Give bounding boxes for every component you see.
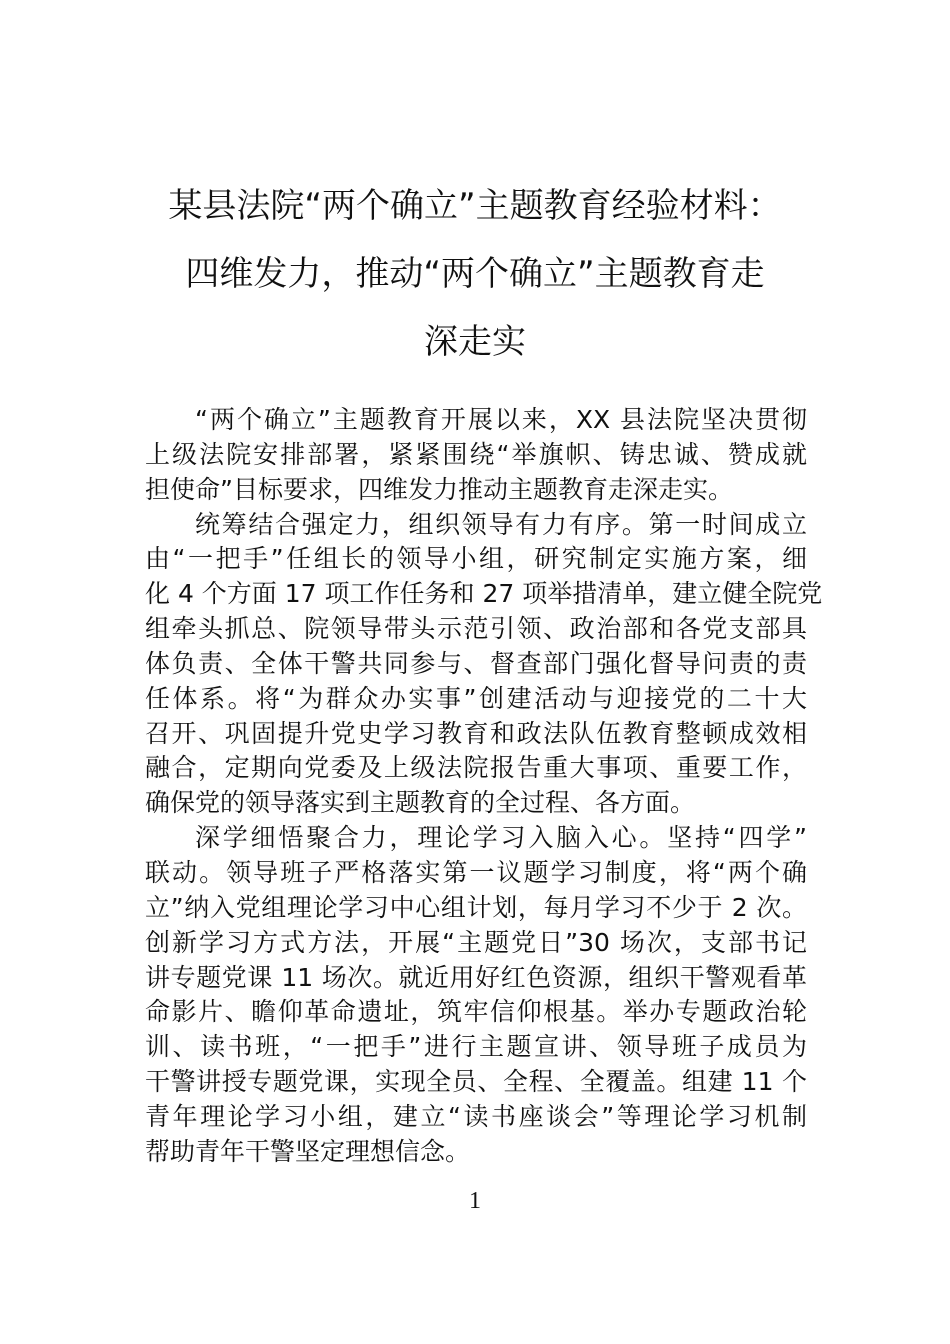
paragraph-line: 组牵头抓总、院领导带头示范引领、政治部和各党支部具 bbox=[145, 614, 807, 644]
title-line: 四维发力，推动“两个确立”主题教育走 bbox=[185, 254, 765, 294]
page-number: 1 bbox=[469, 1188, 481, 1214]
paragraph-line: 训、读书班，“一把手”进行主题宣讲、领导班子成员为 bbox=[145, 1032, 807, 1062]
paragraph-line: 确保党的领导落实到主题教育的全过程、各方面。 bbox=[145, 788, 696, 818]
title-line: 深走实 bbox=[424, 322, 526, 362]
paragraph bbox=[145, 508, 823, 822]
paragraph-line: 帮助青年干警坚定理想信念。 bbox=[145, 1136, 471, 1166]
paragraph-line: 深学细悟聚合力，理论学习入脑入心。坚持“四学” bbox=[195, 823, 807, 853]
paragraph-line: 上级法院安排部署，紧紧围绕“举旗帜、铸忠诚、赞成就 bbox=[145, 439, 807, 469]
paragraph-line: 青年理论学习小组，建立“读书座谈会”等理论学习机制 bbox=[145, 1101, 807, 1131]
paragraph bbox=[145, 821, 807, 1169]
paragraph-line: 任体系。将“为群众办实事”创建活动与迎接党的二十大 bbox=[145, 683, 807, 713]
paragraph-line: “两个确立”主题教育开展以来，XX 县法院坚决贯彻 bbox=[195, 405, 807, 434]
paragraph-line: 召开、巩固提升党史学习教育和政法队伍教育整顿成效相 bbox=[145, 718, 807, 748]
paragraph-line: 体负责、全体干警共同参与、督查部门强化督导问责的责 bbox=[145, 648, 807, 678]
paragraph-line: 立”纳入党组理论学习中心组计划，每月学习不少于 2 次。 bbox=[145, 892, 807, 922]
document-body bbox=[145, 403, 823, 1170]
paragraph-line: 担使命”目标要求，四维发力推动主题教育走深走实。 bbox=[145, 474, 733, 504]
paragraph-line: 化 4 个方面 17 项工作任务和 27 项举措清单，建立健全院党 bbox=[145, 579, 823, 609]
paragraph-line: 干警讲授专题党课，实现全员、全程、全覆盖。组建 11 个 bbox=[145, 1067, 807, 1097]
paragraph-line: 联动。领导班子严格落实第一议题学习制度，将“两个确 bbox=[145, 857, 807, 887]
paragraph-line: 由“一把手”任组长的领导小组，研究制定实施方案，细 bbox=[145, 544, 807, 574]
paragraph-line: 讲专题党课 11 场次。就近用好红色资源，组织干警观看革 bbox=[145, 962, 807, 992]
paragraph-line: 统筹结合强定力，组织领导有力有序。第一时间成立 bbox=[195, 509, 807, 539]
paragraph-line: 创新学习方式方法，开展“主题党日”30 场次，支部书记 bbox=[145, 927, 807, 957]
paragraph-line: 命影片、瞻仰革命遗址，筑牢信仰根基。举办专题政治轮 bbox=[145, 997, 807, 1027]
title-line: 某县法院“两个确立”主题教育经验材料： bbox=[168, 186, 782, 226]
paragraph bbox=[145, 403, 807, 508]
document-title bbox=[120, 172, 830, 376]
paragraph-line: 融合，定期向党委及上级法院报告重大事项、重要工作， bbox=[145, 753, 807, 783]
